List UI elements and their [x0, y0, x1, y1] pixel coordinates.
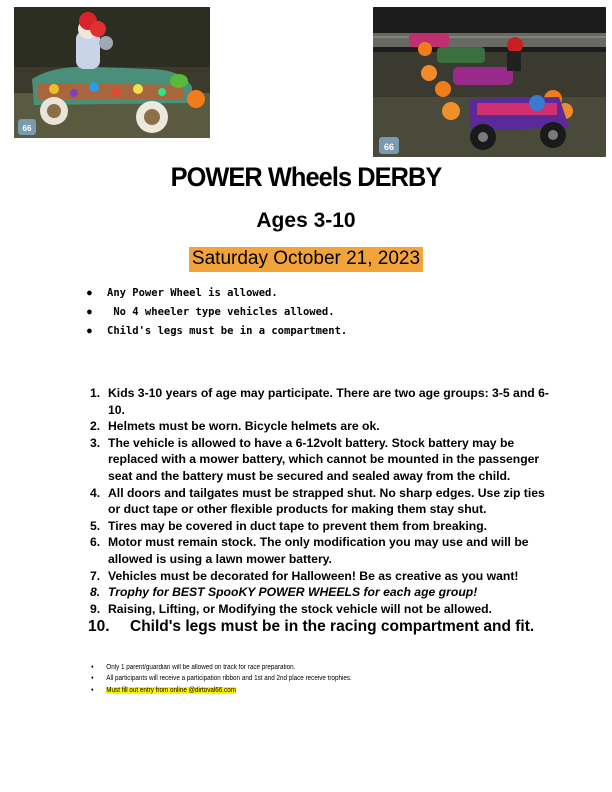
- entry-link-text[interactable]: Must fill out entry from online @dirtoval66.com: [106, 686, 236, 694]
- rule-number: 8.: [90, 585, 101, 600]
- rule-text: The vehicle is allowed to have a 6-12volt battery. Stock battery may be replaced with a mower battery, which cannot be mounted in the passenger seat and the battery must be secured and sealed away from the child.: [108, 435, 540, 483]
- numbered-rule: [90, 601, 560, 618]
- rule-text: Trophy for BEST SpooKY POWER WHEELS for each age group!: [108, 585, 478, 600]
- numbered-rule: [90, 385, 560, 418]
- rule-text: Raising, Lifting, or Modifying the stock vehicle will not be allowed.: [108, 601, 492, 616]
- page-title: POWER Wheels DERBY: [170, 162, 442, 192]
- note-item: ● All participants will receive a participation ribbon and 1st and 2nd place receive trophies.: [91, 673, 352, 684]
- rule-number: 4.: [90, 485, 101, 500]
- photo-clown-power-wheel: [14, 7, 210, 138]
- general-rule: ● No 4 wheeler type vehicles allowed.: [87, 305, 347, 324]
- notes-list: [91, 662, 352, 696]
- rule-text: All doors and tailgates must be strapped shut. No sharp edges. Use zip ties or duct tape or other flexible products for making them stay shut.: [108, 485, 545, 517]
- rule-number: 6.: [90, 535, 101, 550]
- general-rule: ● Any Power Wheel is allowed.: [87, 286, 347, 305]
- rule-text: Motor must remain stock. The only modification you may use and will be allowed is using a lawn mower battery.: [108, 535, 529, 566]
- rule-text: Helmets must be worn. Bicycle helmets are ok.: [108, 419, 380, 434]
- route-66-badge-left: 66: [22, 124, 32, 133]
- rule-number: 1.: [90, 386, 101, 400]
- numbered-rule: [90, 568, 560, 585]
- rule-text: Child's legs must be in the racing compartment and fit.: [130, 618, 535, 636]
- numbered-rule: [88, 617, 560, 637]
- numbered-rule: [90, 418, 560, 435]
- rule-number: 2.: [90, 419, 101, 434]
- rule-number: 5.: [90, 518, 101, 533]
- event-date: Saturday October 21, 2023: [189, 247, 423, 272]
- age-range-heading: Ages 3-10: [256, 209, 356, 232]
- route-66-badge-right: 66: [383, 142, 395, 152]
- numbered-rule: [90, 435, 560, 485]
- numbered-rule: [90, 485, 560, 518]
- general-rules-list: [87, 286, 347, 343]
- rule-text: Vehicles must be decorated for Halloween! Be as creative as you want!: [108, 568, 519, 583]
- rule-text: Tires may be covered in duct tape to prevent them from breaking.: [108, 518, 488, 533]
- numbered-rules-list: [90, 385, 560, 637]
- rule-number: 7.: [90, 568, 101, 583]
- general-rule: ● Child's legs must be in a compartment.: [87, 324, 347, 343]
- numbered-rule: [90, 518, 560, 535]
- note-item: [91, 685, 352, 696]
- photo-racing-power-wheels: [373, 7, 606, 157]
- note-item: ● Only 1 parent/guardian will be allowed on track for race preparation.: [91, 662, 352, 673]
- numbered-rule: [90, 584, 560, 601]
- rule-number: 10.: [88, 618, 110, 636]
- rule-number: 3.: [90, 435, 101, 450]
- rule-number: 9.: [90, 601, 101, 616]
- rule-text: Kids 3-10 years of age may participate. There are two age groups: 3-5 and 6-10.: [108, 386, 549, 417]
- numbered-rule: [90, 534, 560, 567]
